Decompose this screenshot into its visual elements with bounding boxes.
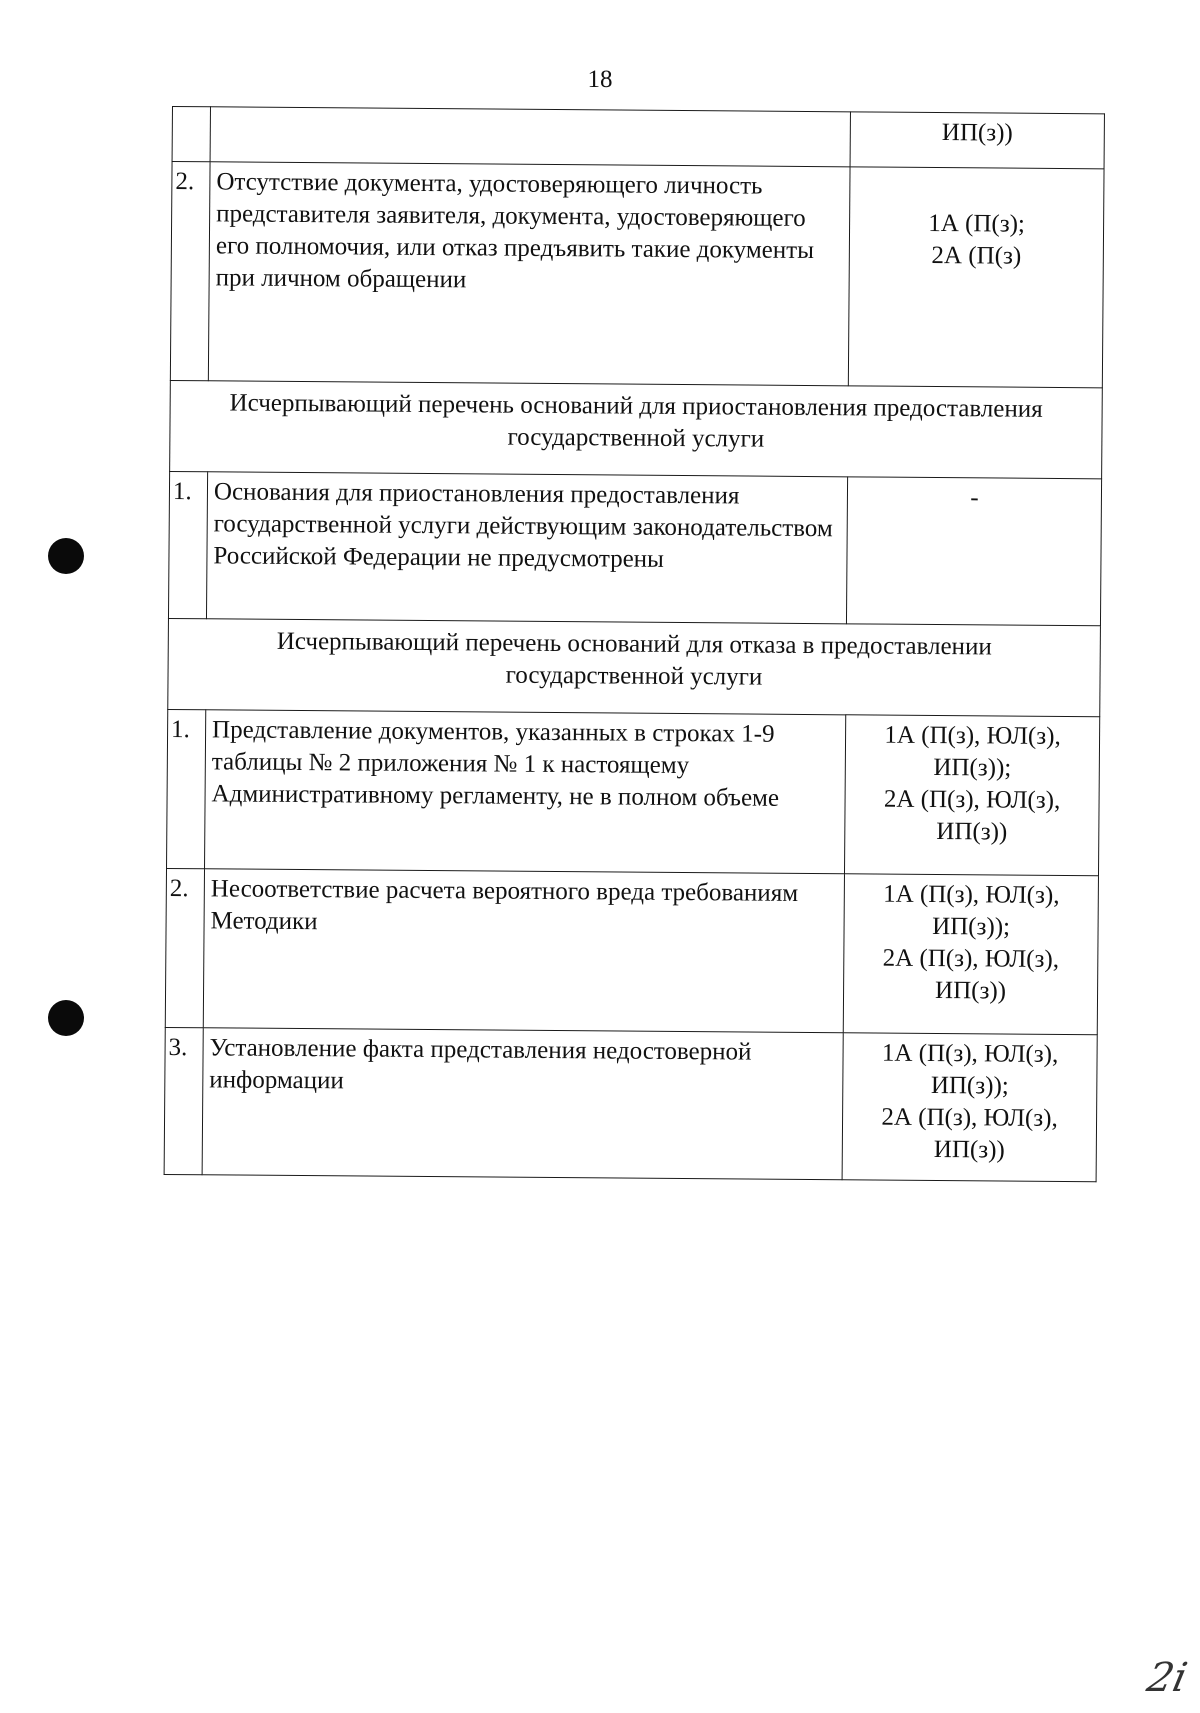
row-number-cell: [172, 107, 210, 162]
row-text-cell: Отсутствие документа, удостоверяющего личность представителя заявителя, документа, удостоверяющего его полномочия, или отказ предъявить такие документы при личном обращении: [208, 162, 850, 386]
row-text-cell: [210, 107, 850, 167]
code-line: 1А (П(з), ЮЛ(з),: [881, 1039, 1059, 1068]
code-line: 1А (П(з);: [928, 209, 1026, 238]
code-line: ИП(з));: [933, 754, 1012, 782]
row-number-cell: 2.: [165, 868, 204, 1027]
row-code-cell: [843, 874, 1098, 1035]
page-number: 18: [587, 66, 613, 93]
code-line: 2А (П(з), ЮЛ(з),: [881, 1103, 1058, 1132]
grounds-table: [164, 106, 1105, 1182]
code-line: ИП(з)): [933, 1136, 1005, 1164]
row-text-cell: Установление факта представления недостоверной информации: [202, 1028, 843, 1180]
code-line: ИП(з));: [930, 1071, 1009, 1100]
code-line: ИП(з));: [932, 912, 1011, 941]
section-title: Исчерпывающий перечень оснований для приостановления предоставления государственной услуги: [170, 380, 1103, 478]
table-row: [165, 868, 1098, 1034]
code-line: ИП(з)): [936, 818, 1008, 846]
row-number-cell: 1.: [168, 471, 207, 618]
code-line: 2А (П(з): [931, 241, 1022, 270]
row-code-cell: [842, 1033, 1097, 1182]
punch-hole-icon: [48, 1000, 84, 1036]
code-line: 2А (П(з), ЮЛ(з),: [883, 785, 1061, 814]
row-number-cell: 3.: [164, 1027, 203, 1174]
section-header-suspension: [170, 380, 1103, 478]
row-text-cell: Основания для приостановления предоставления государственной услуги действующим законодательством Российской Федерации не предусмотрены: [206, 472, 847, 624]
section-header-refusal: [168, 618, 1101, 716]
section-title: Исчерпывающий перечень оснований для отказа в предоставлении государственной услуги: [168, 618, 1101, 716]
row-number-cell: 1.: [167, 709, 206, 868]
table-row: [164, 1027, 1097, 1181]
table-row-absence: [170, 162, 1104, 388]
row-text-cell: Несоответствие расчета вероятного вреда требованиям Методики: [203, 869, 844, 1033]
code-line: 1А (П(з), ЮЛ(з),: [884, 721, 1061, 750]
table-row-continuation: [172, 107, 1104, 169]
table-row: [167, 709, 1100, 875]
code-line: ИП(з)): [934, 977, 1007, 1005]
code-line: 1А (П(з), ЮЛ(з),: [883, 880, 1060, 909]
row-number-cell: 2.: [170, 162, 210, 381]
row-code-cell: [848, 167, 1104, 388]
punch-hole-icon: [48, 538, 84, 574]
row-code-cell: [844, 715, 1099, 876]
code-line: 2А (П(з), ЮЛ(з),: [882, 944, 1060, 973]
handwritten-signature: 2i: [1143, 1655, 1192, 1701]
row-text-cell: Представление документов, указанных в строках 1-9 таблицы № 2 приложения № 1 к настоящему Административному регламенту, не в полном объеме: [205, 710, 846, 874]
row-code-cell: ИП(з)): [850, 112, 1104, 169]
table-row: [168, 471, 1101, 625]
row-code-cell: -: [846, 477, 1101, 626]
